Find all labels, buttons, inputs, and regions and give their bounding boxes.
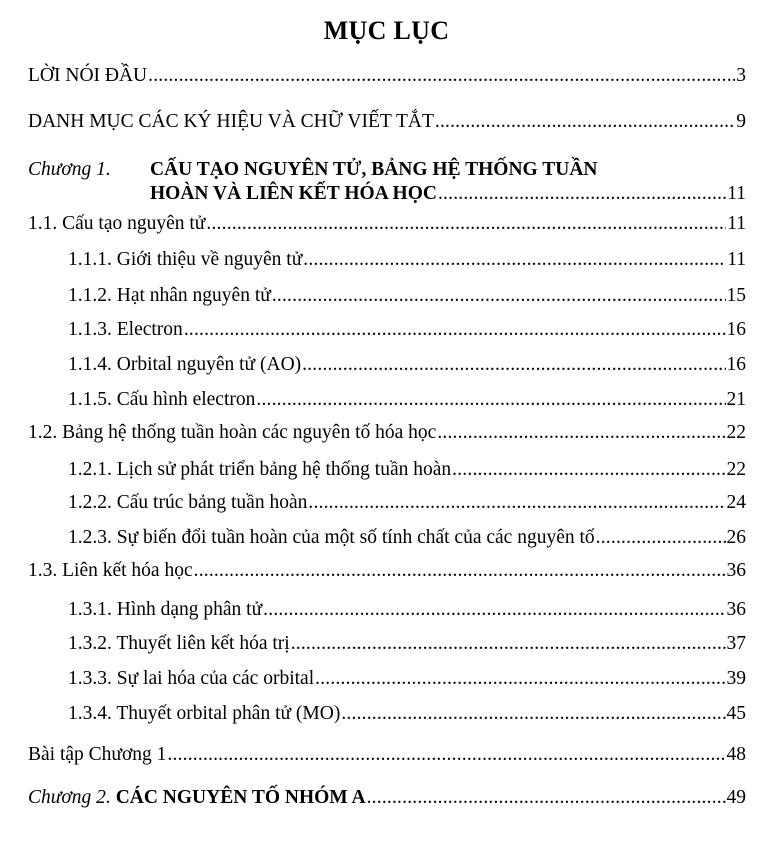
toc-page-number: 16 <box>726 354 746 375</box>
toc-label: 1.1.4. Orbital nguyên tử (AO) <box>68 354 302 375</box>
toc-label: LỜI NÓI ĐẦU <box>28 65 148 86</box>
toc-page-number: 26 <box>726 527 746 548</box>
toc-label: 1.3.3. Sự lai hóa của các orbital <box>68 668 315 689</box>
page-title: MỤC LỤC <box>323 16 450 45</box>
dot-leader <box>184 318 726 342</box>
dot-leader <box>291 632 726 656</box>
dot-leader <box>315 667 725 691</box>
toc-page-number: 24 <box>726 492 746 513</box>
toc-label: 1.1. Cấu tạo nguyên tử <box>28 213 206 234</box>
dot-leader <box>256 388 725 412</box>
chapter-prefix: Chương 1. <box>28 159 111 180</box>
toc-label: 1.3.2. Thuyết liên kết hóa trị <box>68 633 290 654</box>
toc-label: 1.1.5. Cấu hình electron <box>68 389 256 410</box>
dot-leader <box>452 458 725 482</box>
dot-leader <box>437 421 725 445</box>
dot-leader <box>302 353 725 377</box>
toc-label <box>28 786 366 810</box>
toc-label: 1.1.3. Electron <box>68 319 183 340</box>
toc-entry-1-1-4[interactable] <box>68 353 746 377</box>
toc-page-number: 21 <box>726 389 746 410</box>
dot-leader <box>167 743 725 767</box>
toc-entry-1-3-3[interactable] <box>68 667 746 691</box>
chapter-title: CÁC NGUYÊN TỐ NHÓM A <box>115 787 366 808</box>
toc-entry-1-2-3[interactable] <box>68 526 746 550</box>
toc-entry-chapter-2[interactable] <box>28 786 746 810</box>
toc-page-number: 11 <box>727 213 746 234</box>
toc-label: DANH MỤC CÁC KÝ HIỆU VÀ CHỮ VIẾT TẮT <box>28 111 434 132</box>
toc-page-number: 15 <box>726 285 746 306</box>
toc-page-number: 16 <box>726 319 746 340</box>
toc-label: Bài tập Chương 1 <box>28 744 167 765</box>
toc-entry-chapter-1[interactable] <box>28 158 746 206</box>
dot-leader <box>303 248 726 272</box>
toc-entry-1-1-3[interactable] <box>68 318 746 342</box>
dot-leader <box>341 702 725 726</box>
toc-entry-1-3-4[interactable] <box>68 702 746 726</box>
toc-entry-1-1-5[interactable] <box>68 388 746 412</box>
toc-entry-1-3-2[interactable] <box>68 632 746 656</box>
toc-label: 1.1.1. Giới thiệu về nguyên tử <box>68 249 303 270</box>
toc-page-number: 39 <box>726 668 746 689</box>
dot-leader <box>367 786 726 810</box>
toc-label: 1.2.3. Sự biến đổi tuần hoàn của một số tính chất của các nguyên tố <box>68 527 595 548</box>
toc-page-number: 37 <box>726 633 746 654</box>
toc-page-number: 11 <box>727 183 746 204</box>
chapter-title-line-2: HOÀN VÀ LIÊN KẾT HÓA HỌC <box>150 183 437 204</box>
toc-entry-1-1[interactable] <box>28 212 746 236</box>
chapter-prefix: Chương 2. <box>28 787 111 808</box>
toc-entry-abbreviations[interactable] <box>28 110 746 134</box>
toc-entry-1-1-2[interactable] <box>68 284 746 308</box>
dot-leader <box>148 64 735 88</box>
toc-entry-exercises-chapter-1[interactable] <box>28 743 746 767</box>
toc-label: 1.3.4. Thuyết orbital phân tử (MO) <box>68 703 341 724</box>
toc-page-number: 11 <box>727 249 746 270</box>
toc-page-number: 49 <box>726 787 746 808</box>
dot-leader <box>206 212 726 236</box>
toc-label: 1.3. Liên kết hóa học <box>28 560 193 581</box>
toc-page-number: 36 <box>726 599 746 620</box>
toc-label: 1.1.2. Hạt nhân nguyên tử <box>68 285 271 306</box>
dot-leader <box>308 491 725 515</box>
toc-entry-1-3[interactable] <box>28 559 746 583</box>
toc-entry-1-2-2[interactable] <box>68 491 746 515</box>
dot-leader <box>438 182 726 206</box>
toc-label: 1.2. Bảng hệ thống tuần hoàn các nguyên tố hóa học <box>28 422 437 443</box>
chapter-title-line-1: CẤU TẠO NGUYÊN TỬ, BẢNG HỆ THỐNG TUẦN <box>150 159 598 180</box>
dot-leader <box>272 284 726 308</box>
toc-page-number: 22 <box>726 459 746 480</box>
toc-page-number: 45 <box>726 703 746 724</box>
toc-page-number: 3 <box>736 65 746 86</box>
toc-entry-1-2-1[interactable] <box>68 458 746 482</box>
dot-leader <box>596 526 726 550</box>
toc-page-number: 9 <box>736 111 746 132</box>
toc-page-number: 48 <box>726 744 746 765</box>
toc-entry-1-3-1[interactable] <box>68 598 746 622</box>
toc-page-number: 36 <box>726 560 746 581</box>
toc-page-number: 22 <box>726 422 746 443</box>
toc-label: 1.3.1. Hình dạng phân tử <box>68 599 263 620</box>
dot-leader <box>263 598 725 622</box>
dot-leader <box>435 110 735 134</box>
toc-entry-preface[interactable] <box>28 64 746 88</box>
toc-label: 1.2.1. Lịch sử phát triển bảng hệ thống tuần hoàn <box>68 459 452 480</box>
toc-label: 1.2.2. Cấu trúc bảng tuần hoàn <box>68 492 308 513</box>
toc-entry-1-1-1[interactable] <box>68 248 746 272</box>
toc-entry-1-2[interactable] <box>28 421 746 445</box>
dot-leader <box>194 559 726 583</box>
